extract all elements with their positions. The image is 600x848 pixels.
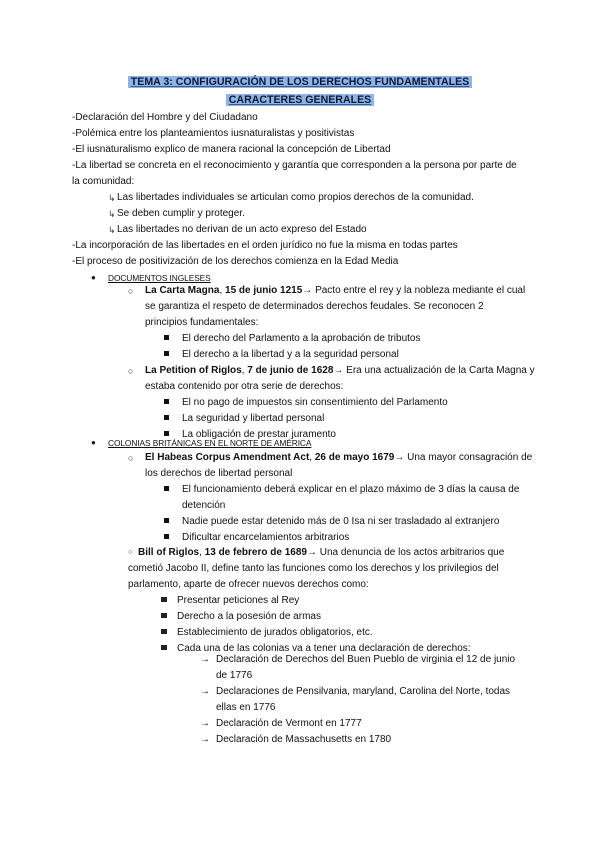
list-item: Establecimiento de jurados obligatorios, etc. bbox=[177, 627, 373, 638]
intro-line: -La libertad se concreta en el reconocimiento y garantía que corresponden a la persona por parte de bbox=[72, 160, 517, 171]
carta-magna-line: principios fundamentales: bbox=[145, 317, 259, 328]
list-item: Nadie puede estar detenido más de 0 Isa ni ser trasladado al extranjero bbox=[182, 516, 500, 527]
square-bullet-icon bbox=[161, 629, 167, 634]
bill-date: 13 de febrero de 1689 bbox=[204, 547, 307, 558]
petition-date: 7 de junio de 1628 bbox=[247, 365, 334, 376]
circle-bullet-icon: ○ bbox=[128, 549, 133, 556]
arrow-icon: → bbox=[200, 718, 210, 729]
carta-magna-name: La Carta Magna bbox=[145, 285, 220, 296]
list-item: Dificultar encarcelamientos arbitrarios bbox=[182, 532, 350, 543]
list-item: El derecho a la libertad y a la seguridad personal bbox=[182, 349, 399, 360]
square-bullet-icon bbox=[161, 597, 167, 602]
libertad-sub-item: Las libertades individuales se articulan como propios derechos de la comunidad. bbox=[117, 192, 474, 203]
square-bullet-icon bbox=[161, 645, 167, 650]
bill-line: cometió Jacobo II, define tanto las funciones como los derechos y los privilegios del bbox=[128, 563, 499, 574]
list-item: La obligación de prestar juramento bbox=[182, 429, 336, 440]
arrow-icon: → bbox=[200, 734, 210, 745]
habeas-line: los derechos de libertad personal bbox=[145, 468, 293, 479]
circle-bullet-icon: ○ bbox=[128, 453, 134, 463]
square-bullet-icon bbox=[164, 415, 169, 420]
square-bullet-icon bbox=[164, 518, 169, 523]
list-item: El derecho del Parlamento a la aprobación de tributos bbox=[182, 333, 421, 344]
arrow-icon: → bbox=[200, 686, 210, 697]
intro-line: la comunidad: bbox=[72, 176, 135, 187]
intro-line: -La incorporación de las libertades en el orden jurídico no fue la misma en todas partes bbox=[72, 240, 458, 251]
title-line-2 bbox=[0, 93, 600, 109]
declaration-item-continuation: ellas en 1776 bbox=[216, 702, 276, 713]
carta-magna-date: 15 de junio 1215 bbox=[225, 285, 303, 296]
list-item: La seguridad y libertad personal bbox=[182, 413, 325, 424]
list-item: Cada una de las colonias va a tener una declaración de derechos: bbox=[177, 643, 471, 654]
comma-separator: , bbox=[309, 452, 315, 463]
bill-name: Bill of Riglos bbox=[138, 547, 200, 558]
list-item: Derecho a la posesión de armas bbox=[177, 611, 321, 622]
comma-separator: , bbox=[219, 285, 226, 296]
square-bullet-icon bbox=[164, 486, 169, 491]
petition-line bbox=[145, 363, 535, 379]
circle-bullet-icon: ○ bbox=[128, 366, 134, 376]
declaration-item: Declaración de Derechos del Buen Pueblo de virginia el 12 de junio bbox=[216, 654, 516, 665]
intro-line: -Polémica entre los planteamientos iusnaturalistas y positivistas bbox=[72, 128, 355, 139]
comma-separator: , bbox=[241, 365, 248, 376]
petition-line: estaba contenido por otra serie de derechos: bbox=[145, 381, 344, 392]
bill-line bbox=[138, 545, 504, 561]
bill-desc: → Una denuncia de los actos arbitrarios que bbox=[306, 547, 505, 558]
habeas-desc: → Una mayor consagración de bbox=[394, 452, 533, 463]
title-line-1 bbox=[0, 75, 600, 91]
libertad-sub-item: Las libertades no derivan de un acto expreso del Estado bbox=[117, 224, 367, 235]
section-heading: COLONIAS BRITÁNICAS EN EL NORTE DE AMÉRICA bbox=[108, 438, 312, 448]
circle-bullet-icon: ○ bbox=[128, 286, 134, 296]
comma-separator: , bbox=[199, 547, 205, 558]
section-subtitle: CARACTERES GENERALES bbox=[226, 94, 374, 106]
intro-line: -El proceso de positivización de los derechos comienza en la Edad Media bbox=[72, 256, 399, 267]
petition-name: La Petition of Riglos bbox=[145, 365, 242, 376]
list-item: El funcionamiento deberá explicar en el plazo máximo de 3 días la causa de bbox=[182, 484, 520, 495]
declaration-item: Declaración de Massachusetts en 1780 bbox=[216, 734, 392, 745]
declaration-item: Declaraciones de Pensilvania, maryland, Carolina del Norte, todas bbox=[216, 686, 511, 697]
carta-magna-desc: → Pacto entre el rey y la nobleza mediante el cual bbox=[302, 285, 526, 296]
square-bullet-icon bbox=[161, 613, 167, 618]
bullet-dot-icon: ● bbox=[91, 438, 96, 447]
intro-line: -Declaración del Hombre y del Ciudadano bbox=[72, 112, 258, 123]
document-title: TEMA 3: CONFIGURACIÓN DE LOS DERECHOS FUNDAMENTALES bbox=[128, 76, 472, 88]
bill-line: parlamento, aparte de ofrecer nuevos derechos como: bbox=[128, 579, 369, 590]
list-item-continuation: detención bbox=[182, 500, 226, 511]
list-item: El no pago de impuestos sin consentimiento del Parlamento bbox=[182, 397, 448, 408]
hook-arrow-icon: ↳ bbox=[108, 209, 116, 219]
habeas-name: El Habeas Corpus Amendment Act bbox=[145, 452, 310, 463]
declaration-item-continuation: de 1776 bbox=[216, 670, 253, 681]
list-item: Presentar peticiones al Rey bbox=[177, 595, 300, 606]
intro-line: -El iusnaturalismo explico de manera racional la concepción de Libertad bbox=[72, 144, 391, 155]
petition-desc: → Era una actualización de la Carta Magna y bbox=[333, 365, 535, 376]
section-heading: DOCUMENTOS INGLESES bbox=[108, 273, 211, 283]
arrow-icon: → bbox=[200, 654, 210, 665]
hook-arrow-icon: ↳ bbox=[108, 225, 116, 235]
habeas-line bbox=[145, 450, 532, 466]
square-bullet-icon bbox=[164, 351, 169, 356]
square-bullet-icon bbox=[164, 335, 169, 340]
square-bullet-icon bbox=[164, 534, 169, 539]
carta-magna-line: se garantiza el respeto de determinados derechos feudales. Se reconocen 2 bbox=[145, 301, 484, 312]
habeas-date: 26 de mayo 1679 bbox=[314, 452, 395, 463]
square-bullet-icon bbox=[164, 399, 169, 404]
declaration-item: Declaración de Vermont en 1777 bbox=[216, 718, 362, 729]
carta-magna-line bbox=[145, 283, 525, 299]
hook-arrow-icon: ↳ bbox=[108, 193, 116, 203]
libertad-sub-item: Se deben cumplir y proteger. bbox=[117, 208, 245, 219]
bullet-dot-icon: ● bbox=[91, 273, 96, 282]
